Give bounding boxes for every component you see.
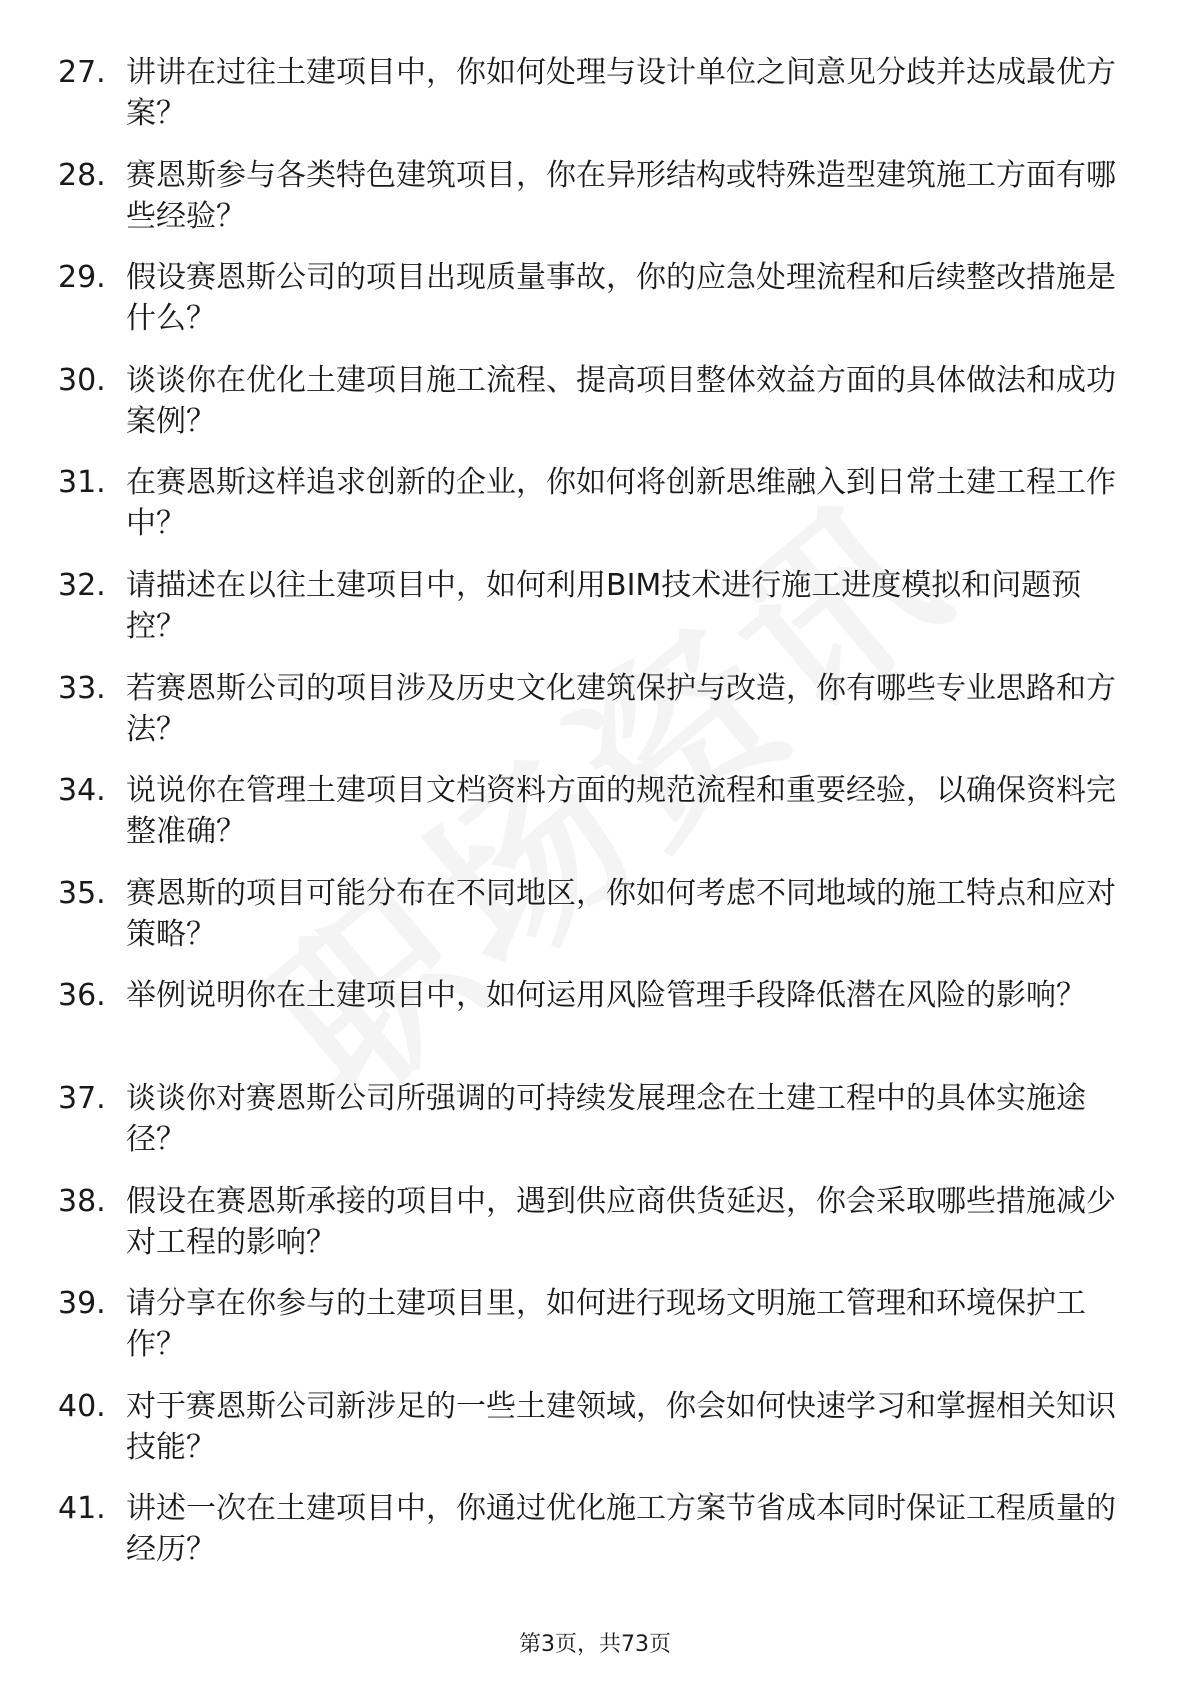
question-item [0,565,1190,668]
question-text: 在赛恩斯这样追求创新的企业，你如何将创新思维融入到日常土建工程工作中？ [126,465,1116,542]
question-item [0,1283,1190,1386]
question-item [0,1181,1190,1284]
page-footer [0,1630,1190,1660]
question-text: 讲述一次在土建项目中，你通过优化施工方案节省成本同时保证工程质量的经历？ [126,1491,1116,1568]
question-number: 37. [58,1080,106,1116]
question-number: 40. [58,1388,106,1424]
question-number: 29. [58,260,106,296]
question-number: 28. [58,157,106,193]
question-item [0,1386,1190,1489]
question-number: 31. [58,465,106,501]
question-text: 举例说明你在土建项目中，如何运用风险管理手段降低潜在风险的影响？ [126,978,1086,1014]
question-number: 30. [58,362,106,398]
question-number: 36. [58,978,106,1014]
question-text: 赛恩斯参与各类特色建筑项目，你在异形结构或特殊造型建筑施工方面有哪些经验？ [126,157,1116,234]
question-item [0,1078,1190,1181]
question-item [0,462,1190,565]
page-number-label: 第3页，共73页 [519,1632,671,1657]
question-item [0,52,1190,155]
question-text: 赛恩斯的项目可能分布在不同地区，你如何考虑不同地域的施工特点和应对策略？ [126,875,1116,952]
question-number: 27. [58,55,106,90]
question-list [0,52,1190,1591]
question-item [0,873,1190,976]
question-item [0,257,1190,360]
question-number: 34. [58,773,106,809]
question-text: 假设赛恩斯公司的项目出现质量事故，你的应急处理流程和后续整改措施是什么？ [126,260,1116,337]
question-text: 假设在赛恩斯承接的项目中，遇到供应商供货延迟，你会采取哪些措施减少对工程的影响？ [126,1183,1116,1260]
question-text: 讲讲在过往土建项目中，你如何处理与设计单位之间意见分歧并达成最优方案？ [126,55,1116,131]
question-item [0,975,1190,1078]
question-text: 若赛恩斯公司的项目涉及历史文化建筑保护与改造，你有哪些专业思路和方法？ [126,670,1116,747]
question-item [0,668,1190,771]
question-text: 说说你在管理土建项目文档资料方面的规范流程和重要经验，以确保资料完整准确？ [126,773,1116,850]
question-text: 对于赛恩斯公司新涉足的一些土建领域，你会如何快速学习和掌握相关知识技能？ [126,1388,1116,1465]
question-text: 谈谈你对赛恩斯公司所强调的可持续发展理念在土建工程中的具体实施途径？ [126,1080,1086,1157]
question-text: 谈谈你在优化土建项目施工流程、提高项目整体效益方面的具体做法和成功案例？ [126,362,1116,439]
question-item [0,1488,1190,1591]
question-number: 32. [58,567,106,603]
question-item [0,360,1190,463]
question-number: 41. [58,1491,106,1527]
question-text: 请分享在你参与的土建项目里，如何进行现场文明施工管理和环境保护工作？ [126,1286,1086,1363]
question-number: 33. [58,670,106,706]
question-item [0,155,1190,258]
question-item [0,770,1190,873]
question-number: 38. [58,1183,106,1219]
question-number: 39. [58,1286,106,1322]
question-number: 35. [58,875,106,911]
question-text: 请描述在以往土建项目中，如何利用BIM技术进行施工进度模拟和问题预控？ [126,567,1082,644]
